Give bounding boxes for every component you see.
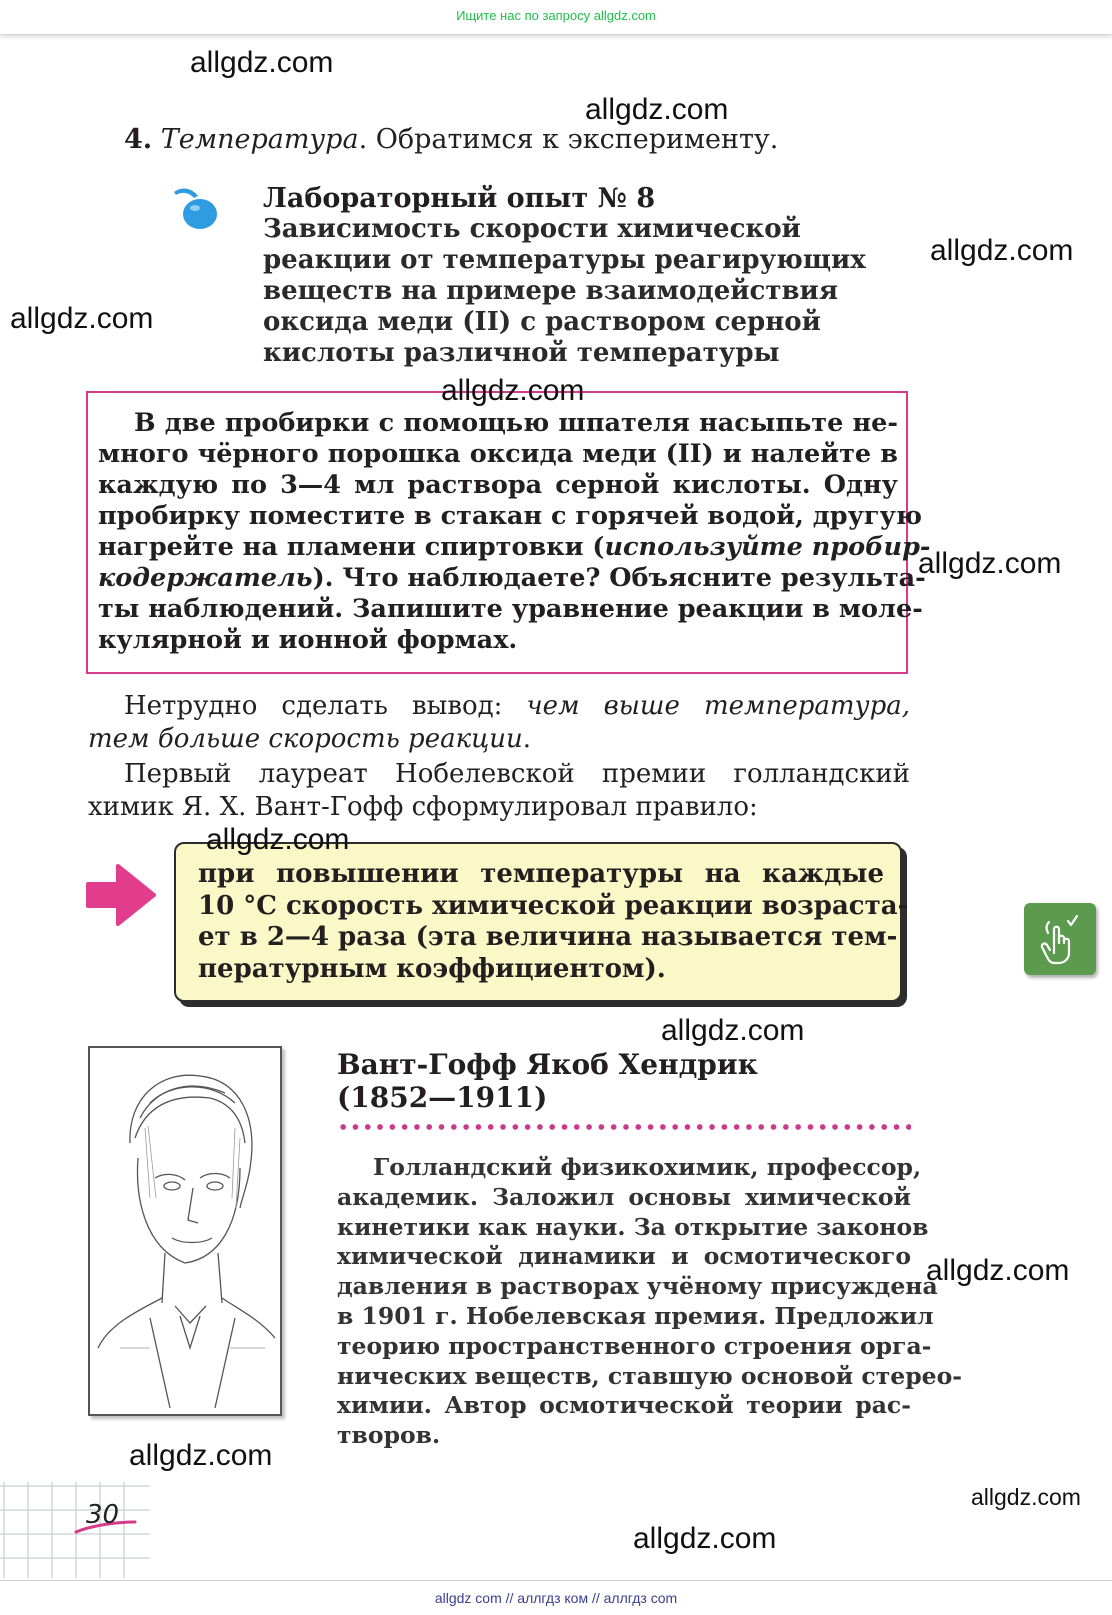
task-line: В две пробирки с помощью шпателя насыпьте не- bbox=[134, 408, 898, 438]
lab-subtitle-line: реакции от температуры реагирующих bbox=[263, 245, 866, 275]
bio-line: Голландский физикохимик, профессор, bbox=[373, 1153, 922, 1181]
watermark: allgdz.com bbox=[926, 1254, 1070, 1287]
lab-subtitle-line: оксида меди (II) с раствором серной bbox=[263, 307, 821, 337]
page-corner-grid bbox=[0, 1482, 150, 1578]
vant-intro-line: химик Я. Х. Вант-Гофф сформулировал правило: bbox=[88, 792, 758, 822]
bio-line: нических веществ, ставшую основой стерео- bbox=[337, 1361, 963, 1390]
bio-line: кинетики как науки. За открытие законов bbox=[337, 1212, 929, 1241]
gesture-button[interactable] bbox=[1024, 903, 1096, 975]
task-line: кулярной и ионной формах. bbox=[98, 625, 518, 655]
section-number: 4. bbox=[124, 124, 153, 155]
dotted-divider bbox=[337, 1124, 911, 1130]
portrait-image bbox=[88, 1046, 282, 1416]
task-fragment: ). Что наблюдаете? Объясните результа- bbox=[312, 563, 926, 593]
bottom-banner bbox=[0, 1580, 1112, 1615]
conclusion-text: Нетрудно сделать вывод: bbox=[124, 691, 503, 721]
rule-text bbox=[198, 859, 909, 985]
task-line: ты наблюдений. Запишите уравнение реакции в моле- bbox=[98, 594, 923, 624]
task-fragment-italic: используйте пробир- bbox=[604, 532, 931, 562]
section-heading bbox=[124, 124, 778, 155]
top-banner bbox=[0, 0, 1112, 35]
conclusion-line bbox=[88, 723, 910, 756]
task-line-mixed bbox=[98, 532, 931, 563]
conclusion-italic: чем выше температура, bbox=[526, 691, 911, 721]
watermark: allgdz.com bbox=[441, 374, 585, 407]
hand-pointer-icon bbox=[1024, 903, 1096, 975]
watermark: allgdz.com bbox=[129, 1439, 273, 1472]
bio-name bbox=[337, 1048, 758, 1114]
conclusion-line bbox=[88, 690, 910, 723]
section-title-italic: Температура bbox=[160, 124, 359, 155]
task-line: пробирку поместите в стакан с горячей водой, другую bbox=[98, 501, 923, 531]
lab-subtitle bbox=[263, 214, 866, 369]
portrait-drawing bbox=[90, 1048, 280, 1414]
task-line-mixed bbox=[98, 563, 926, 594]
bio-line: химии. Автор осмотической теории рас- bbox=[337, 1391, 911, 1420]
lab-subtitle-line: кислоты различной температуры bbox=[263, 338, 780, 368]
lab-subtitle-line: веществ на примере взаимодействия bbox=[263, 276, 839, 306]
watermark: allgdz.com bbox=[918, 547, 1062, 580]
bio-line: давления в растворах учёному присуждена bbox=[337, 1272, 938, 1301]
conclusion-paragraph bbox=[88, 690, 910, 756]
flask-icon bbox=[172, 186, 220, 230]
bio-line: творов. bbox=[337, 1421, 441, 1450]
task-line: много чёрного порошка оксида меди (II) и налейте в bbox=[98, 439, 898, 469]
watermark: allgdz.com bbox=[585, 93, 729, 126]
rule-line: ет в 2—4 раза (эта величина называется тем- bbox=[198, 922, 898, 952]
bio-line: в 1901 г. Нобелевская премия. Предложил bbox=[337, 1301, 934, 1330]
bio-line: академик. Заложил основы химической bbox=[337, 1182, 911, 1211]
top-banner-text: Ищите нас по запросу allgdz.com bbox=[456, 8, 656, 23]
conclusion-italic: тем больше скорость реакции bbox=[88, 724, 523, 754]
watermark: allgdz.com bbox=[930, 234, 1074, 267]
task-fragment-italic: кодержатель bbox=[98, 563, 313, 593]
bio-text bbox=[337, 1153, 963, 1451]
page-number: 30 bbox=[86, 1500, 120, 1530]
arrow-right-icon bbox=[84, 862, 158, 928]
watermark: allgdz.com bbox=[633, 1522, 777, 1555]
task-line: каждую по 3—4 мл раствора серной кислоты. Одну bbox=[98, 470, 898, 500]
conclusion-text: . bbox=[522, 724, 532, 754]
lab-title: Лабораторный опыт № 8 bbox=[263, 183, 656, 214]
vant-intro-paragraph bbox=[88, 758, 910, 824]
watermark: allgdz.com bbox=[10, 302, 154, 335]
rule-line: пературным коэффициентом). bbox=[198, 953, 666, 984]
section-title-rest: . Обратимся к эксперименту. bbox=[358, 124, 779, 155]
vant-intro-line: Первый лауреат Нобелевской премии голландский bbox=[124, 759, 910, 789]
bio-years: (1852—1911) bbox=[337, 1081, 548, 1114]
task-fragment: нагрейте на пламени спиртовки ( bbox=[98, 532, 605, 562]
bio-line: химической динамики и осмотического bbox=[337, 1242, 911, 1271]
watermark: allgdz.com bbox=[661, 1014, 805, 1047]
task-text bbox=[98, 408, 931, 656]
watermark: allgdz.com bbox=[190, 46, 334, 79]
rule-line: 10 °С скорость химической реакции возраста- bbox=[198, 890, 909, 921]
bio-name-text: Вант-Гофф Якоб Хендрик bbox=[337, 1048, 758, 1081]
bio-line: теорию пространственного строения орга- bbox=[337, 1331, 932, 1360]
watermark: allgdz.com bbox=[971, 1484, 1081, 1510]
watermark: allgdz.com bbox=[206, 823, 350, 856]
rule-line: при повышении температуры на каждые bbox=[198, 859, 884, 889]
lab-subtitle-line: Зависимость скорости химической bbox=[263, 214, 801, 244]
bottom-banner-text: allgdz com // аллгдз ком // аллгдз com bbox=[434, 1590, 678, 1606]
